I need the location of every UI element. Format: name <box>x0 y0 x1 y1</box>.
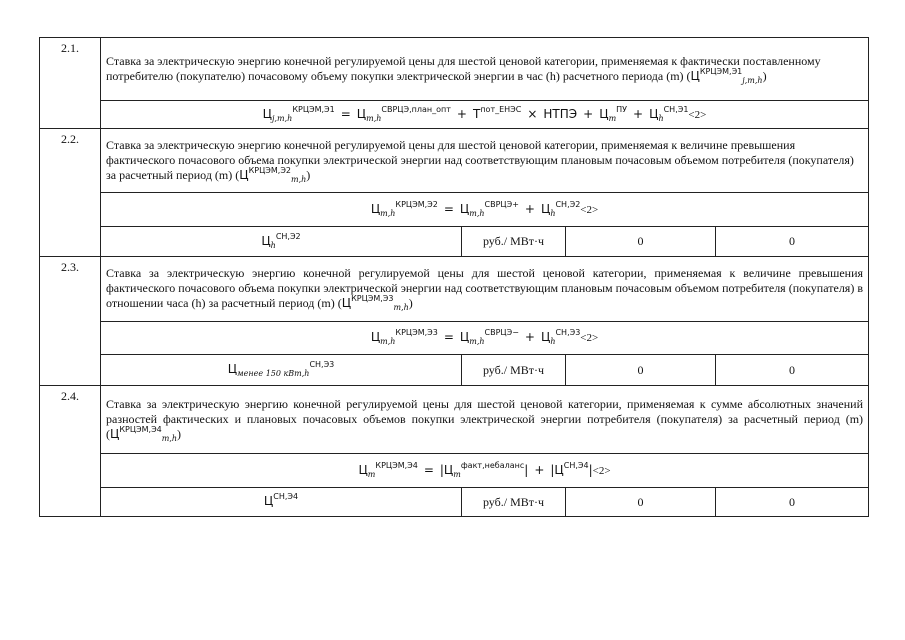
row-description: Ставка за электрическую энергию конечной регулируемой цены для шестой ценовой категории, применяемая к сумме абсолютных значений разностей фактических и плановых почасовых объемов покупки электрической энергии потребителя (покупателя) за расчетный период (m) $(Ц^{КРЦЭМ,Э4}_{m,h})$ <box>101 386 869 454</box>
formula-row <box>40 193 869 227</box>
unit: руб./ МВт·ч <box>462 227 566 257</box>
value-1: 0 <box>566 355 716 386</box>
formula: $Ц_m^{КРЦЭМ,Э4} = |Ц_m^{факт,небаланс}| + |Ц^{СН,Э4}|<2>$ <box>101 454 869 488</box>
value-1: 0 <box>566 488 716 517</box>
formula-row <box>40 101 869 129</box>
table-row <box>40 257 869 322</box>
tariff-table <box>39 37 869 517</box>
row-number: 2.3. <box>40 257 101 386</box>
formula: $Ц_{j,m,h}^{КРЦЭМ,Э1} = Ц_{m,h}^{СВРЦЭ,план\_опт} + T^{пот\_ЕНЭС}$ × НТПЭ + $Ц_m^{ПУ} + Ц_h^{СН,Э1}<2>$ <box>101 101 869 129</box>
value-2: 0 <box>716 227 869 257</box>
table-row <box>40 38 869 101</box>
row-description: Ставка за электрическую энергию конечной регулируемой цены для шестой ценовой категории, применяемая к величине превышения фактического почасового объема покупки электрической энергии над соответствующим плановым почасовым объемом потребителя (покупателя) в отношении часа (h) за расчетный период (m) $(Ц^{КРЦЭМ,Э3}_{m,h})$ <box>101 257 869 322</box>
value-row <box>40 355 869 386</box>
parameter-symbol: $Ц^{СН,Э4}$ <box>101 488 462 517</box>
table-row <box>40 386 869 454</box>
formula-row <box>40 322 869 355</box>
formula-row <box>40 454 869 488</box>
row-description: Ставка за электрическую энергию конечной регулируемой цены для шестой ценовой категории, применяемая к фактически поставленному потребителю (покупателю) почасовому объему покупки электрической энергии в час (h) расчетного периода (m) $(Ц^{КРЦЭМ,Э1}_{j,m,h})$ <box>101 38 869 101</box>
row-number: 2.4. <box>40 386 101 517</box>
table-row <box>40 129 869 193</box>
unit: руб./ МВт·ч <box>462 355 566 386</box>
parameter-symbol: $Ц_{менее 150 кВт,h}^{СН,Э3}$ <box>101 355 462 386</box>
row-description: Ставка за электрическую энергию конечной регулируемой цены для шестой ценовой категории, применяемая к величине превышения фактического почасового объема покупки электрической энергии над соответствующим плановым почасовым объемом потребителя (покупателя) за расчетный период (m) $(Ц^{КРЦЭМ,Э2}_{m,h})$ <box>101 129 869 193</box>
value-2: 0 <box>716 488 869 517</box>
row-number: 2.2. <box>40 129 101 257</box>
value-1: 0 <box>566 227 716 257</box>
formula: $Ц_{m,h}^{КРЦЭМ,Э2} = Ц_{m,h}^{СВРЦЭ+} + Ц_h^{СН,Э2}<2>$ <box>101 193 869 227</box>
parameter-symbol: $Ц_h^{СН,Э2}$ <box>101 227 462 257</box>
unit: руб./ МВт·ч <box>462 488 566 517</box>
value-row <box>40 488 869 517</box>
formula: $Ц_{m,h}^{КРЦЭМ,Э3} = Ц_{m,h}^{СВРЦЭ-} + Ц_h^{СН,Э3}<2>$ <box>101 322 869 355</box>
value-row <box>40 227 869 257</box>
value-2: 0 <box>716 355 869 386</box>
row-number: 2.1. <box>40 38 101 129</box>
